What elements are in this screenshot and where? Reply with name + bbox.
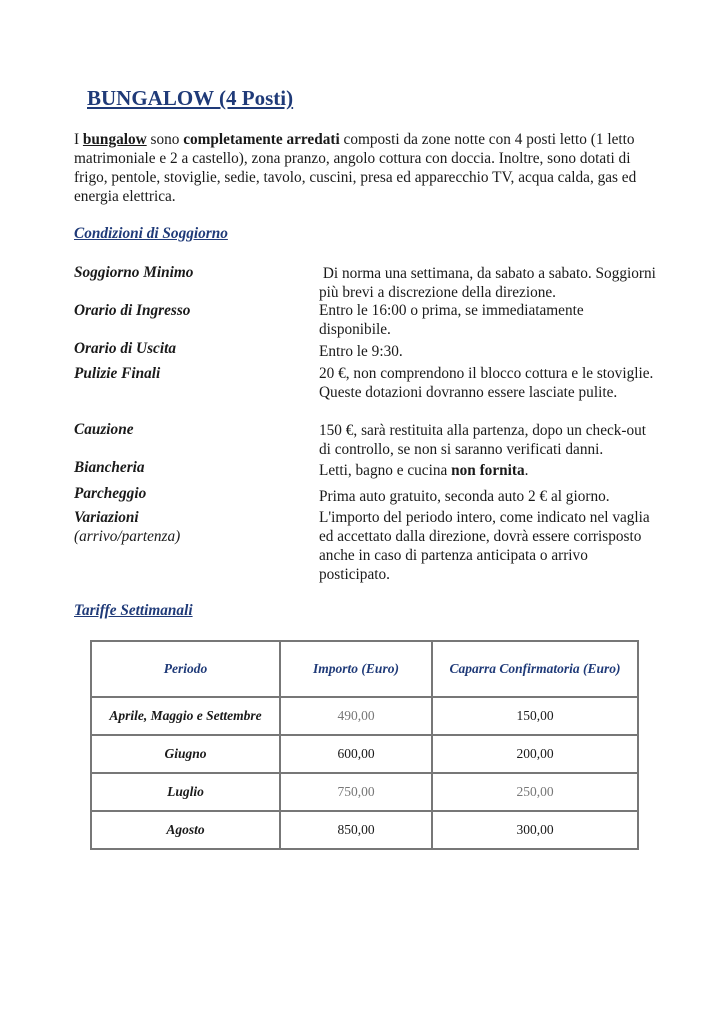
- table-row: [91, 735, 638, 773]
- value-parcheggio: Prima auto gratuito, seconda auto 2 € al giorno.: [319, 488, 610, 505]
- value-soggiorno-minimo: Di norma una settimana, da sabato a sabato. Soggiorni più brevi a discrezione della direzione.: [319, 265, 660, 301]
- value-orario-ingresso: Entro le 16:00 o prima, se immediatamente disponibile.: [319, 302, 584, 338]
- cell-importo: 750,00: [280, 773, 432, 811]
- cell-periodo: Giugno: [91, 735, 280, 773]
- intro-text-2: sono: [146, 131, 184, 148]
- label-orario-uscita: Orario di Uscita: [74, 340, 176, 357]
- label-parcheggio: Parcheggio: [74, 485, 147, 502]
- label-soggiorno-minimo: Soggiorno Minimo: [74, 264, 194, 281]
- page-title: BUNGALOW (4 Posti): [87, 86, 294, 110]
- variazioni-sublabel: (arrivo/partenza): [74, 528, 181, 545]
- cell-caparra: 250,00: [432, 773, 638, 811]
- biancheria-end: .: [524, 462, 529, 479]
- value-cauzione: 150 €, sarà restituita alla partenza, dopo un check-out di controllo, se non si saranno verificati danni.: [319, 422, 647, 458]
- value-variazioni: L'importo del periodo intero, come indicato nel vaglia ed accettato dalla direzione, dovrà essere corrisposto anche in caso di partenza anticipata o arrivo posticipato.: [319, 509, 650, 583]
- rates-table: [90, 640, 639, 850]
- table-row: [91, 811, 638, 849]
- cell-caparra: 150,00: [432, 697, 638, 735]
- label-biancheria: Biancheria: [74, 459, 145, 476]
- rates-heading: Tariffe Settimanali: [74, 602, 193, 619]
- cell-periodo: Luglio: [91, 773, 280, 811]
- biancheria-text: Letti, bagno e cucina: [319, 462, 452, 479]
- cell-importo: 600,00: [280, 735, 432, 773]
- value-pulizie-finali: [319, 364, 659, 402]
- label-variazioni: [74, 508, 180, 546]
- cell-caparra: 200,00: [432, 735, 638, 773]
- label-orario-ingresso: Orario di Ingresso: [74, 302, 191, 319]
- value-biancheria: [319, 461, 659, 480]
- value-orario-uscita: Entro le 9:30.: [319, 343, 403, 360]
- header-caparra: Caparra Confirmatoria (Euro): [432, 641, 638, 697]
- cell-importo: 850,00: [280, 811, 432, 849]
- label-pulizie-finali: Pulizie Finali: [74, 365, 161, 382]
- pulizie-finali-text: 20 €, non comprendono il blocco cottura e le stoviglie.: [319, 365, 654, 382]
- label-cauzione: Cauzione: [74, 421, 134, 438]
- header-importo: Importo (Euro): [280, 641, 432, 697]
- intro-paragraph: [74, 130, 659, 206]
- cell-periodo: Agosto: [91, 811, 280, 849]
- variazioni-label-text: Variazioni: [74, 509, 139, 526]
- table-row: [91, 697, 638, 735]
- table-row: [91, 773, 638, 811]
- cell-periodo: Aprile, Maggio e Settembre: [91, 697, 280, 735]
- cell-caparra: 300,00: [432, 811, 638, 849]
- intro-bungalow-term: bungalow: [82, 131, 147, 148]
- header-periodo: Periodo: [91, 641, 280, 697]
- intro-text-3: composti da zone notte con 4 posti letto (1 letto matrimoniale e 2 a castello), zona pranzo, angolo cottura con doccia. Inoltre, sono dotati di frigo, pentole, stoviglie, sedie, tavolo, cuscini, presa ed apparecchio TV, acqua calda, gas ed energia elettrica.: [74, 131, 637, 205]
- pulizie-finali-note: Queste dotazioni dovranno essere lasciate pulite.: [319, 384, 618, 401]
- biancheria-bold: non fornita: [451, 462, 525, 479]
- intro-furnished-term: completamente arredati: [183, 131, 340, 148]
- table-header-row: [91, 641, 638, 697]
- cell-importo: 490,00: [280, 697, 432, 735]
- conditions-heading: Condizioni di Soggiorno: [74, 225, 228, 242]
- intro-text-start: I: [74, 131, 83, 148]
